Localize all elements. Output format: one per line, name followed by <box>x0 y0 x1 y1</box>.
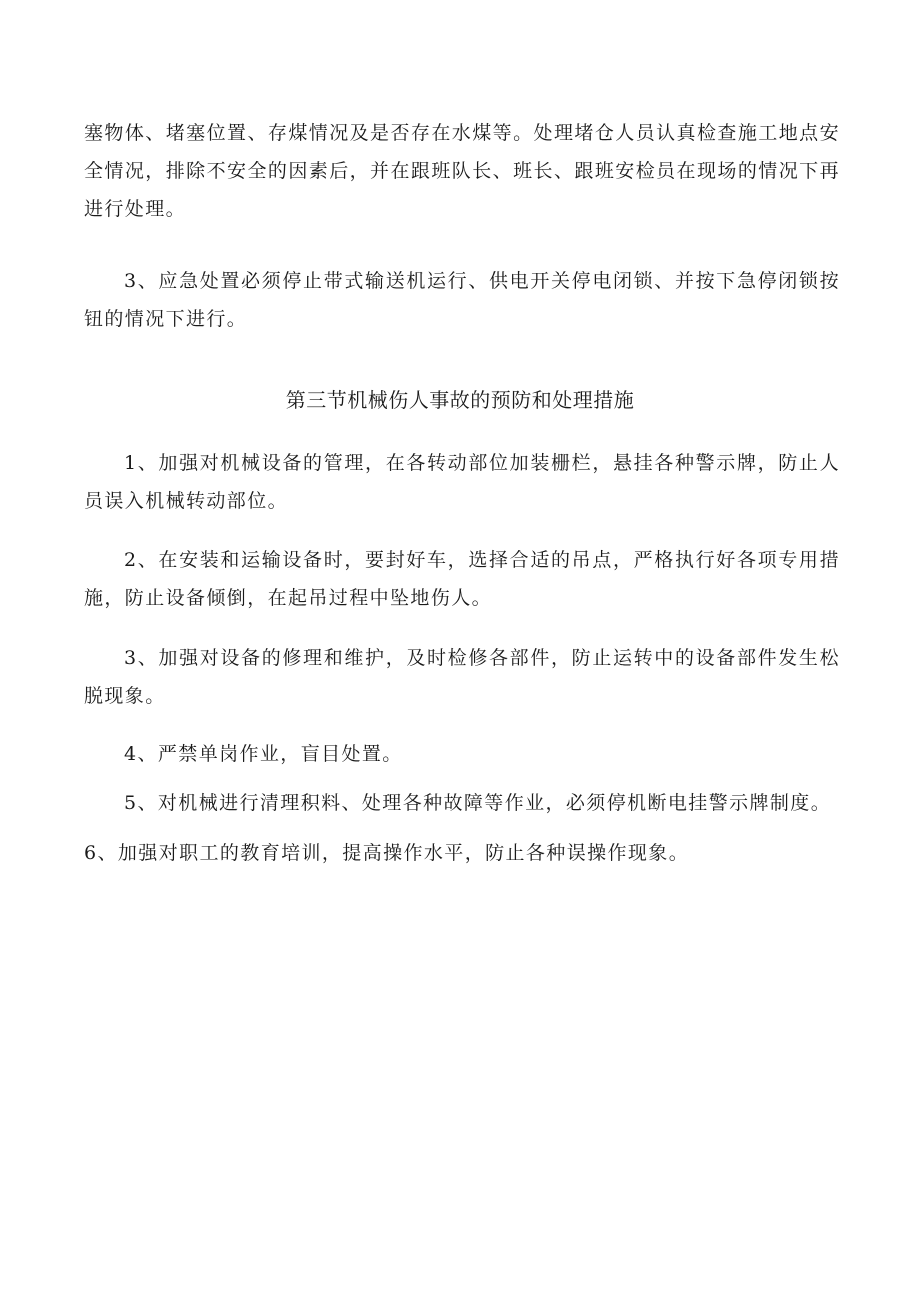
list-item-5: 5、对机械进行清理积料、处理各种故障等作业，必须停机断电挂警示牌制度。 <box>124 792 832 814</box>
list-item-3: 3、加强对设备的修理和维护，及时检修各部件，防止运转中的设备部件发生松脱现象。 <box>84 647 840 707</box>
list-item-1: 1、加强对机械设备的管理，在各转动部位加装栅栏，悬挂各种警示牌，防止人员误入机械转动部位。 <box>84 452 840 512</box>
continuation-paragraph: 塞物体、堵塞位置、存煤情况及是否存在水煤等。处理堵仓人员认真检查施工地点安全情况，排除不安全的因素后，并在跟班队长、班长、跟班安检员在现场的情况下再进行处理。 <box>84 122 840 220</box>
list-item-6: 6、加强对职工的教育培训，提高操作水平，防止各种误操作现象。 <box>84 842 690 864</box>
section-heading: 第三节机械伤人事故的预防和处理措施 <box>285 388 635 412</box>
list-item-4: 4、严禁单岗作业，盲目处置。 <box>124 743 403 765</box>
list-item-2: 2、在安装和运输设备时，要封好车，选择合适的吊点，严格执行好各项专用措施，防止设备倾倒，在起吊过程中坠地伤人。 <box>84 549 840 609</box>
paragraph-item-3-emergency: 3、应急处置必须停止带式输送机运行、供电开关停电闭锁、并按下急停闭锁按钮的情况下进行。 <box>84 270 840 330</box>
